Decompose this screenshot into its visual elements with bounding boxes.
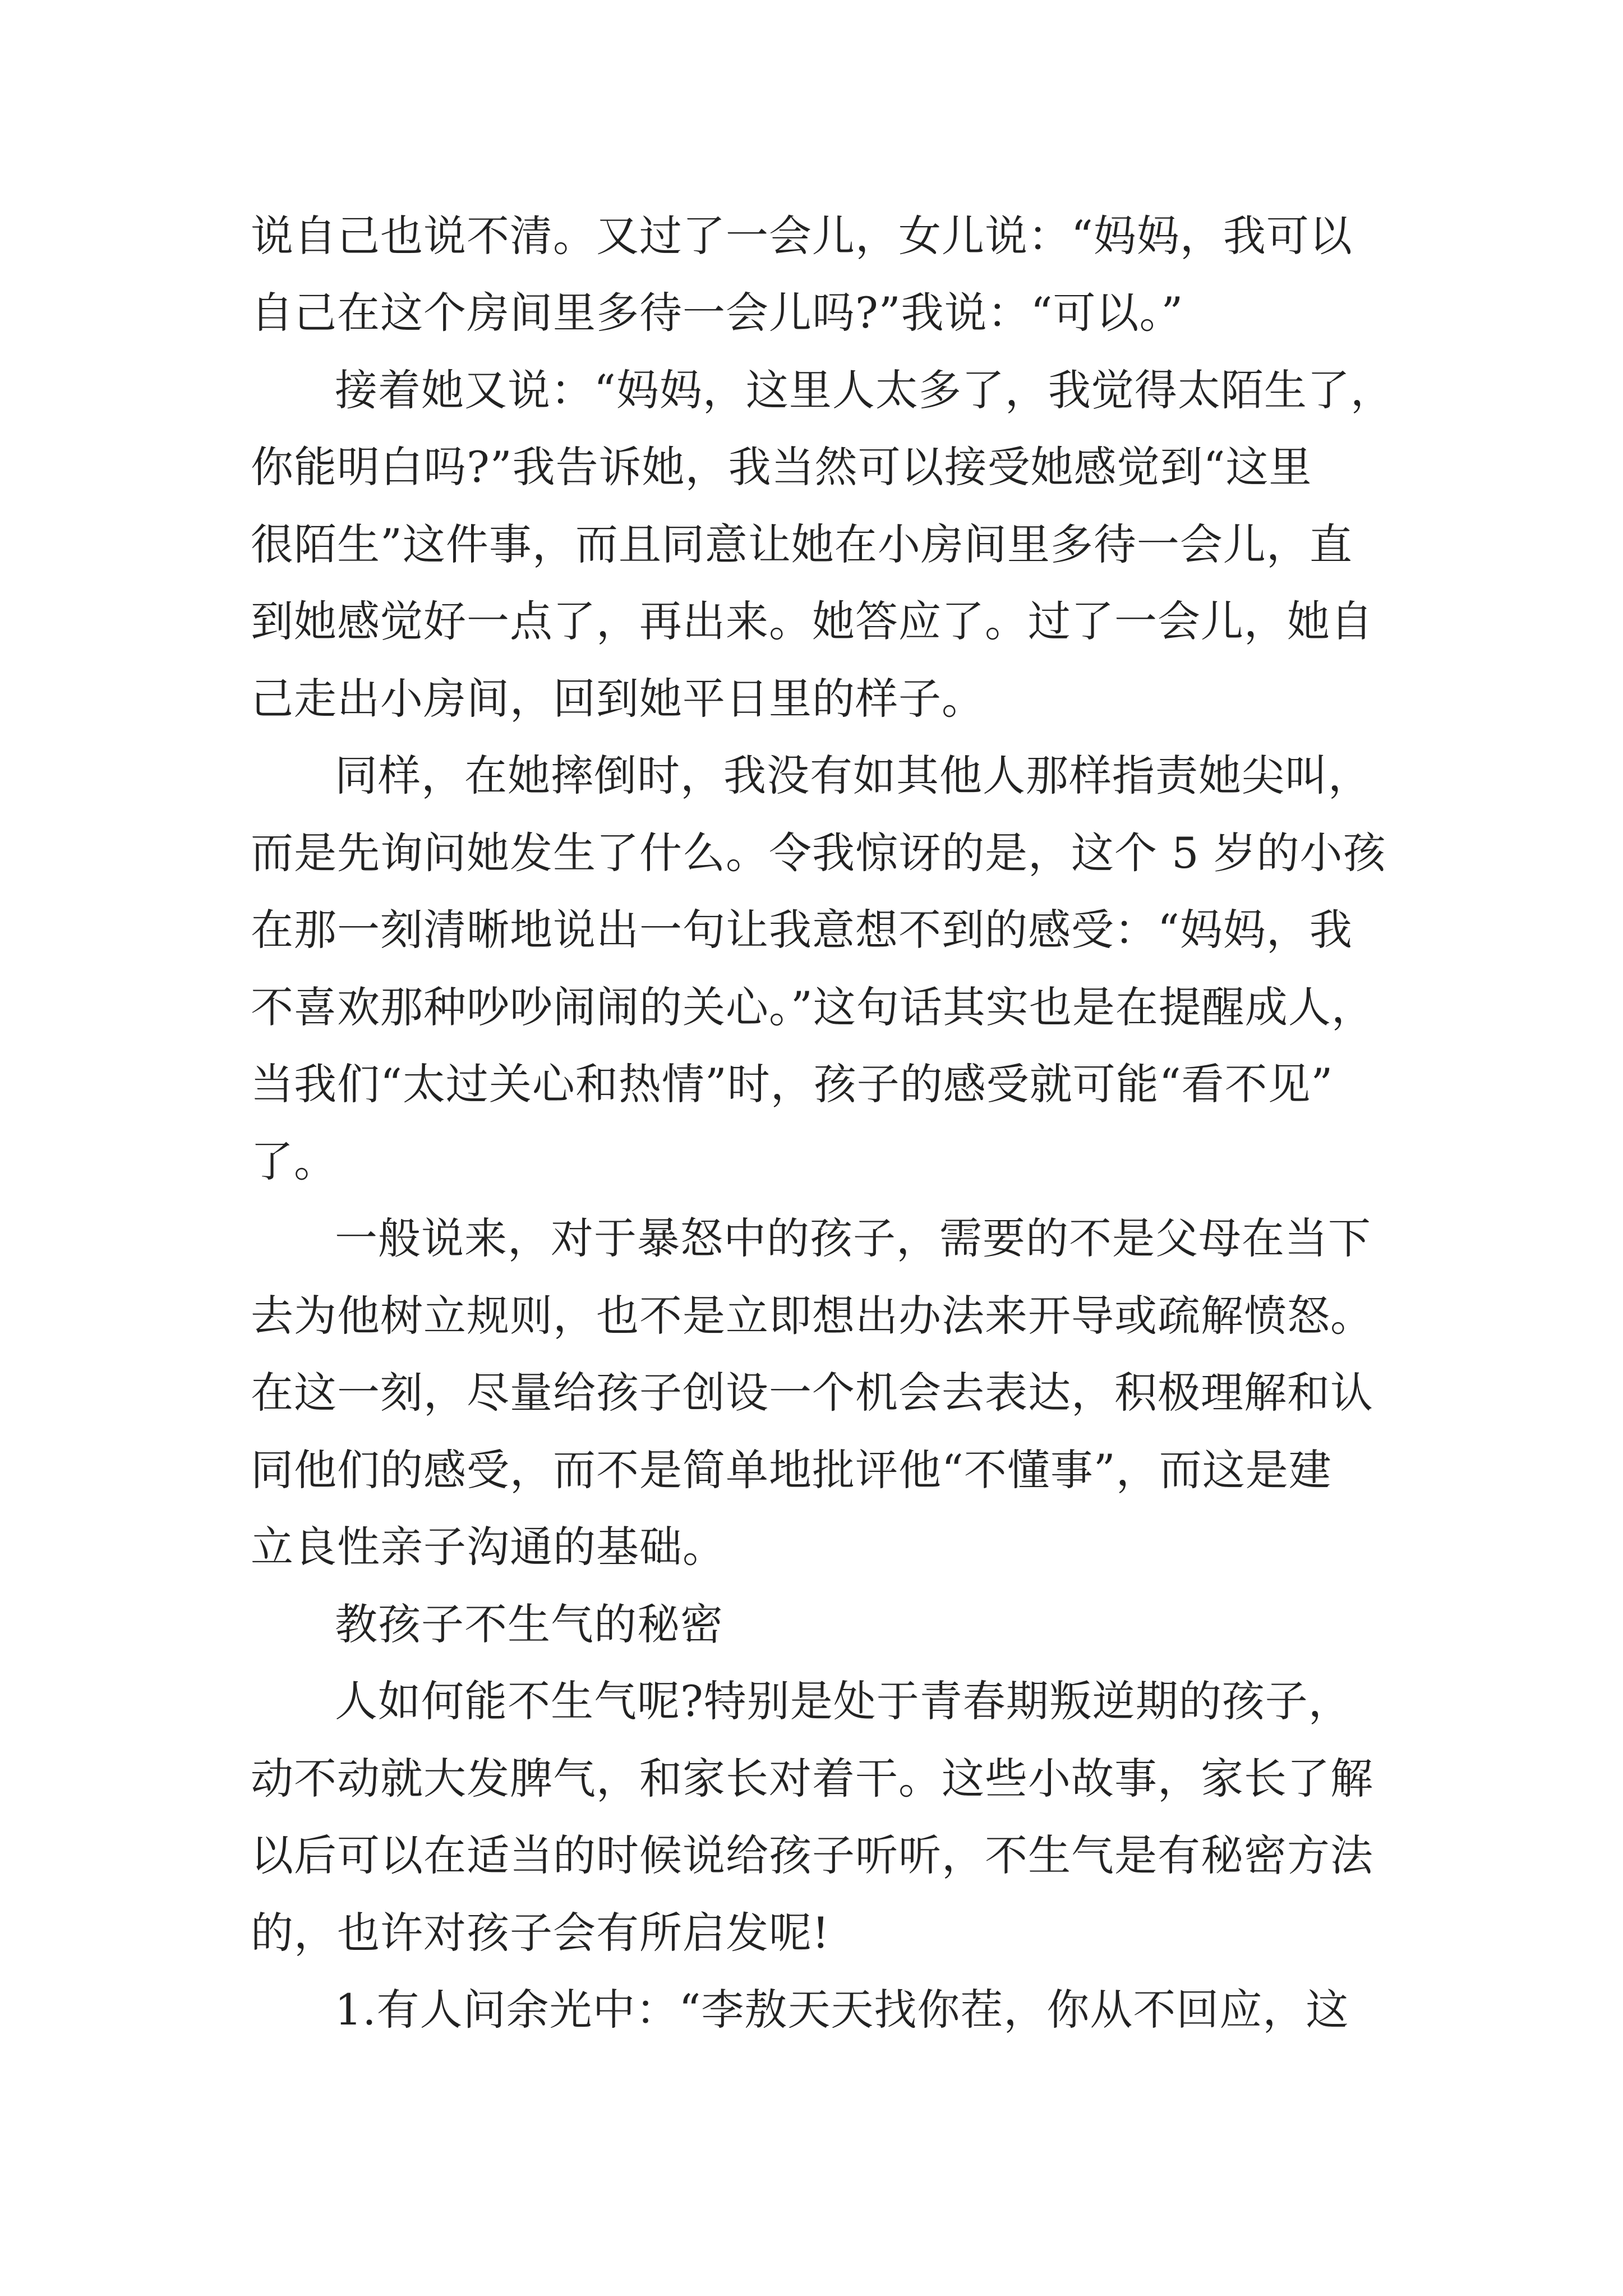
text-line: 接着她又说：“妈妈，这里人太多了，我觉得太陌生了，: [335, 365, 1394, 415]
text-line: 同他们的感受，而不是简单地批评他“不懂事”，而这是建: [251, 1445, 1332, 1495]
text-line: 而是先询问她发生了什么。令我惊讶的是，这个 5 岁的小孩: [251, 828, 1386, 878]
section-heading: 教孩子不生气的秘密: [335, 1599, 723, 1649]
text-line: 立良性亲子沟通的基础。: [251, 1522, 726, 1572]
text-line: 不喜欢那种吵吵闹闹的关心。”这句话其实也是在提醒成人，: [251, 982, 1375, 1032]
text-line: 一般说来，对于暴怒中的孩子，需要的不是父母在当下: [335, 1213, 1371, 1263]
text-line: 到她感觉好一点了，再出来。她答应了。过了一会儿，她自: [251, 596, 1373, 646]
text-line: 的，也许对孩子会有所启发呢!: [251, 1908, 830, 1958]
text-line: 去为他树立规则，也不是立即想出办法来开导或疏解愤怒。: [251, 1291, 1373, 1341]
text-line: 同样，在她摔倒时，我没有如其他人那样指责她尖叫，: [335, 751, 1371, 800]
text-line: 自己在这个房间里多待一会儿吗?”我说：“可以。”: [251, 288, 1184, 338]
text-line: 很陌生”这件事，而且同意让她在小房间里多待一会儿，直: [251, 519, 1353, 569]
text-line: 在这一刻，尽量给孩子创设一个机会去表达，积极理解和认: [251, 1368, 1373, 1418]
text-line: 己走出小房间，回到她平日里的样子。: [251, 674, 985, 724]
text-line: 动不动就大发脾气，和家长对着干。这些小故事，家长了解: [251, 1754, 1373, 1803]
text-line: 当我们“太过关心和热情”时，孩子的感受就可能“看不见”: [251, 1059, 1334, 1109]
text-line: 以后可以在适当的时候说给孩子听听，不生气是有秘密方法: [251, 1830, 1373, 1880]
text-line: 1.有人问余光中：“李敖天天找你茬，你从不回应，这: [335, 1985, 1349, 2035]
text-line: 你能明白吗?”我告诉她，我当然可以接受她感觉到“这里: [251, 442, 1312, 492]
text-line: 了。: [251, 1137, 337, 1186]
text-line: 说自己也说不清。又过了一会儿，女儿说：“妈妈，我可以: [251, 211, 1353, 261]
text-line: 在那一刻清晰地说出一句让我意想不到的感受：“妈妈，我: [251, 905, 1353, 955]
text-line: 人如何能不生气呢?特别是处于青春期叛逆期的孩子，: [335, 1676, 1352, 1726]
